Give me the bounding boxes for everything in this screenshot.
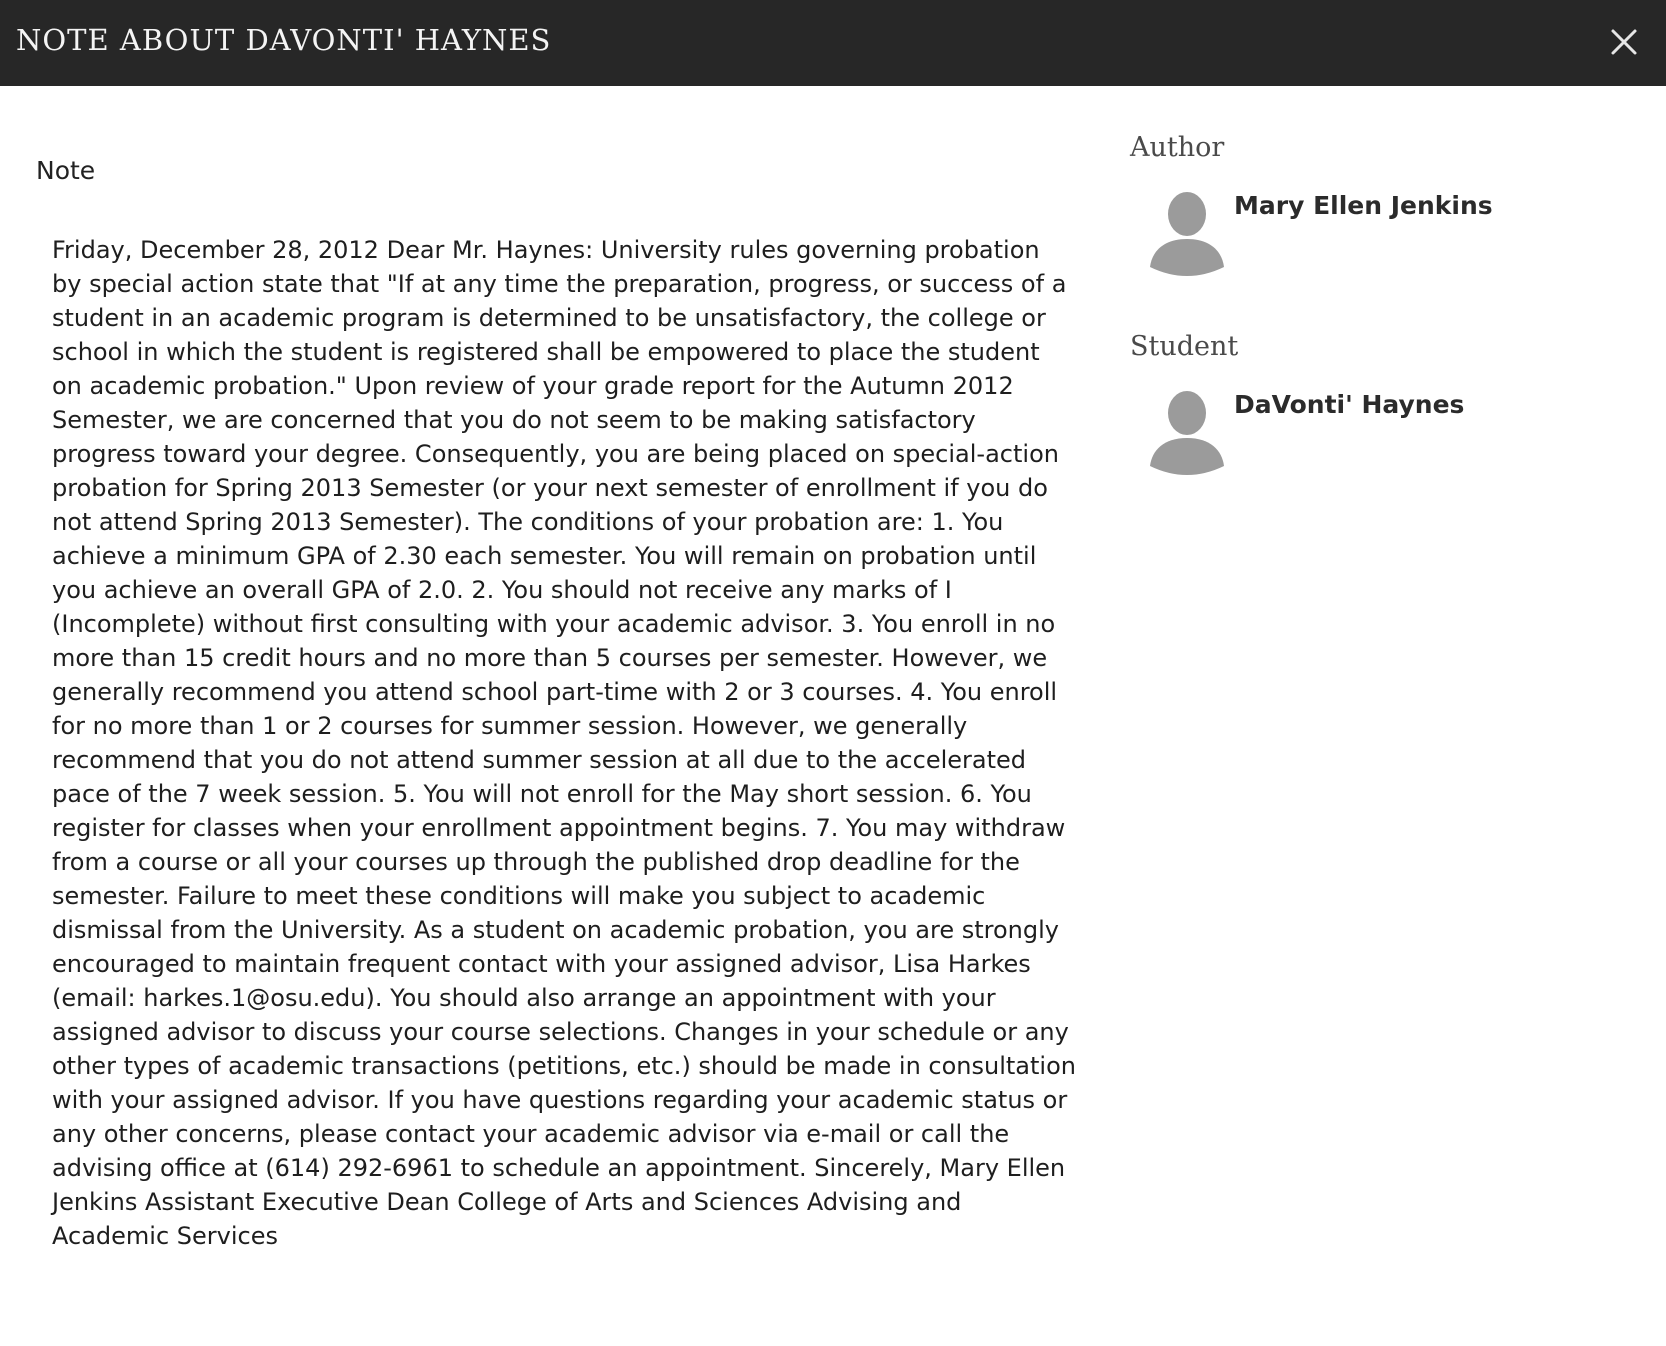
person-avatar-icon	[1142, 386, 1232, 476]
modal-header	[0, 0, 1666, 86]
note-section	[36, 156, 1086, 1253]
modal-title: NOTE ABOUT DAVONTI' HAYNES	[16, 23, 552, 57]
close-button[interactable]	[1604, 22, 1644, 62]
student-card	[1130, 386, 1630, 486]
close-icon	[1604, 22, 1644, 62]
note-body: Friday, December 28, 2012 Dear Mr. Haynes: University rules governing probation by special action state that "If at any time the preparation, progress, or success of a student in an academic program is determined to be unsatisfactory, the college or school in which the student is registered shall be empowered to place the student on academic probation." Upon review of your grade report for the Autumn 2012 Semester, we are concerned that you do not seem to be making satisfactory progress toward your degree. Consequently, you are being placed on special-action probation for Spring 2013 Semester (or your next semester of enrollment if you do not attend Spring 2013 Semester). The conditions of your probation are: 1. You achieve a minimum GPA of 2.30 each semester. You will remain on probation until you achieve an overall GPA of 2.0. 2. You should not receive any marks of I (Incomplete) without first consulting with your academic advisor. 3. You enroll in no more than 15 credit hours and no more than 5 courses per semester. However, we generally recommend you attend school part-time with 2 or 3 courses. 4. You enroll for no more than 1 or 2 courses for summer session. However, we generally recommend that you do not attend summer session at all due to the accelerated pace of the 7 week session. 5. You will not enroll for the May short session. 6. You register for classes when your enrollment appointment begins. 7. You may withdraw from a course or all your courses up through the published drop deadline for the semester. Failure to meet these conditions will make you subject to academic dismissal from the University. As a student on academic probation, you are strongly encouraged to maintain frequent contact with your assigned advisor, Lisa Harkes (email: harkes.1@osu.edu). You should also arrange an appointment with your assigned advisor to discuss your course selections. Changes in your schedule or any other types of academic transactions (petitions, etc.) should be made in consultation with your assigned advisor. If you have questions regarding your academic status or any other concerns, please contact your academic advisor via e-mail or call the advising office at (614) 292-6961 to schedule an appointment. Sincerely, Mary Ellen Jenkins Assistant Executive Dean College of Arts and Sciences Advising and Academic Services	[52, 236, 1076, 1250]
author-name[interactable]: Mary Ellen Jenkins	[1234, 191, 1493, 220]
note-label: Note	[36, 156, 96, 185]
author-card	[1130, 187, 1630, 287]
student-heading: Student	[1130, 331, 1239, 362]
note-details-sidebar	[1130, 132, 1630, 486]
author-heading: Author	[1130, 132, 1225, 163]
person-avatar-icon	[1142, 187, 1232, 277]
student-name[interactable]: DaVonti' Haynes	[1234, 390, 1465, 419]
